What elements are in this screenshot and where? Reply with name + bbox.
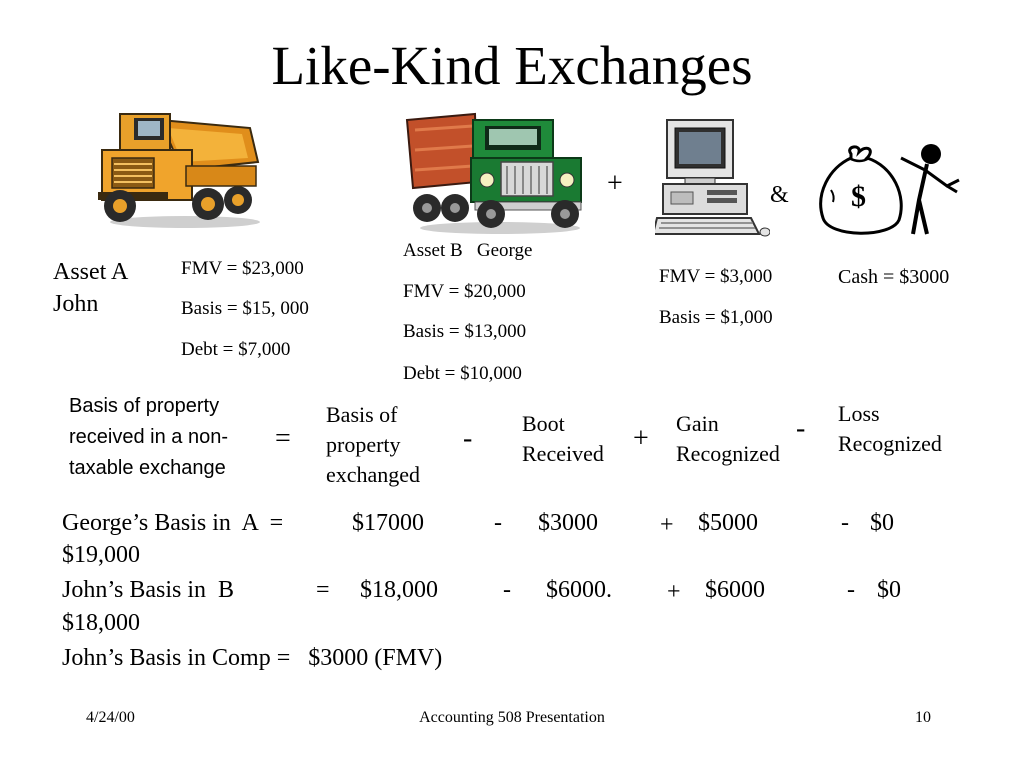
- john-basis-loss: $0: [877, 577, 901, 603]
- george-basis-value-exchanged: $17000: [352, 510, 424, 536]
- john-basis-equals: =: [316, 577, 330, 603]
- john-basis-value-exchanged: $18,000: [360, 577, 438, 603]
- asset-a-owner: John: [53, 291, 99, 317]
- footer-page-number: 10: [915, 709, 931, 726]
- formula-lhs: [69, 391, 228, 484]
- john-basis-plus: +: [667, 579, 681, 605]
- formula-term-boot-received: [522, 409, 604, 469]
- formula-term-line: Boot: [522, 411, 565, 436]
- formula-plus: +: [633, 423, 649, 454]
- john-basis-minus-loss: -: [847, 577, 855, 603]
- george-basis-loss: $0: [870, 510, 894, 536]
- george-basis-minus: -: [494, 510, 502, 536]
- formula-minus: -: [463, 423, 473, 454]
- george-basis-minus-loss: -: [841, 510, 849, 536]
- comp-basis: John’s Basis in Comp = $3000 (FMV): [62, 645, 443, 671]
- svg-text:$: $: [851, 180, 866, 213]
- computer-fmv: FMV = $3,000: [659, 266, 773, 287]
- formula-lhs-line: received in a non-: [69, 426, 228, 448]
- john-basis-gain: $6000: [705, 577, 765, 603]
- formula-term-line: Received: [522, 441, 604, 466]
- asset-a-fmv: FMV = $23,000: [181, 258, 304, 279]
- formula-term-line: Recognized: [838, 431, 942, 456]
- computer-basis: Basis = $1,000: [659, 307, 773, 328]
- formula-term-line: Basis of: [326, 402, 398, 427]
- formula-term-line: property: [326, 432, 401, 457]
- formula-minus-loss: -: [796, 413, 806, 444]
- asset-b-header: Asset B George: [403, 240, 533, 261]
- dump-truck-image: [90, 100, 270, 230]
- george-basis-gain: $5000: [698, 510, 758, 536]
- ampersand-symbol: &: [770, 182, 789, 208]
- cash-value: Cash = $3000: [838, 266, 950, 288]
- formula-term-gain-recognized: [676, 409, 780, 469]
- asset-a-basis: Basis = $15, 000: [181, 298, 309, 319]
- formula-term-line: Gain: [676, 411, 719, 436]
- formula-equals: =: [275, 423, 291, 454]
- formula-term-line: Loss: [838, 401, 880, 426]
- slide-title: Like-Kind Exchanges: [271, 35, 753, 96]
- computer-image: [655, 118, 770, 240]
- john-basis-result: $18,000: [62, 610, 140, 636]
- asset-a-debt: Debt = $7,000: [181, 339, 291, 360]
- asset-b-basis: Basis = $13,000: [403, 321, 527, 342]
- asset-b-debt: Debt = $10,000: [403, 363, 522, 384]
- george-basis-boot: $3000: [538, 510, 598, 536]
- footer-date: 4/24/00: [86, 709, 135, 726]
- money-bag-image: [815, 140, 965, 240]
- formula-term-basis-exchanged: [326, 400, 420, 490]
- john-basis-boot: $6000.: [546, 577, 612, 603]
- asset-b-fmv: FMV = $20,000: [403, 281, 526, 302]
- formula-lhs-line: Basis of property: [69, 395, 220, 417]
- footer-title: Accounting 508 Presentation: [419, 709, 605, 726]
- george-basis-label: George’s Basis in A =: [62, 510, 284, 536]
- green-truck-image: [405, 110, 585, 235]
- john-basis-label: John’s Basis in B: [62, 577, 235, 603]
- asset-a-name: Asset A: [53, 259, 129, 285]
- formula-term-line: Recognized: [676, 441, 780, 466]
- asset-a-label: [53, 256, 128, 320]
- formula-lhs-line: taxable exchange: [69, 457, 226, 479]
- plus-symbol: +: [607, 168, 623, 199]
- john-basis-minus: -: [503, 577, 511, 603]
- george-basis-plus: +: [660, 512, 674, 538]
- formula-term-line: exchanged: [326, 462, 421, 487]
- george-basis-result: $19,000: [62, 542, 140, 568]
- formula-term-loss-recognized: [838, 399, 942, 459]
